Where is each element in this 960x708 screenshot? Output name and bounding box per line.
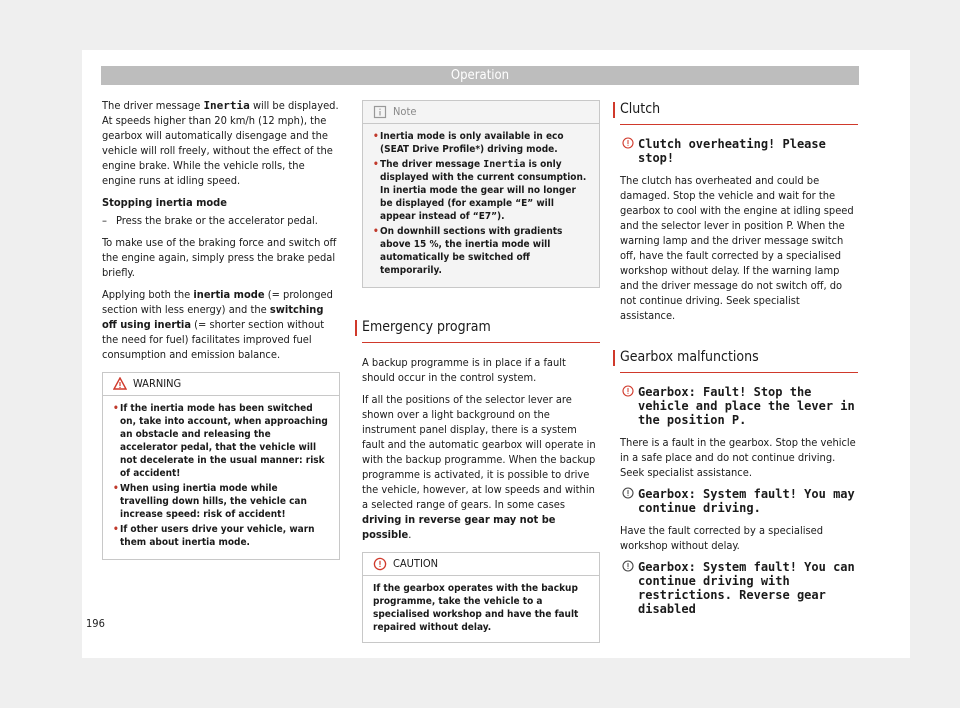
- clutch-heading: Clutch: [620, 100, 858, 125]
- warning-triangle-icon: [113, 377, 127, 391]
- warning-item: • If the inertia mode has been switched on, take into account, when approaching an obstacle and releasing the accelerator pedal, that the vehicle will not decelerate in the usual manner: risk of accident!: [113, 402, 329, 480]
- warning-light-icon: [622, 560, 634, 572]
- warning-light-icon: [622, 487, 634, 499]
- column-3: [620, 100, 858, 624]
- warning-item: • When using inertia mode while travelling down hills, the vehicle can increase speed: risk of accident!: [113, 482, 329, 521]
- clutch-text: The clutch has overheated and could be damaged. Stop the vehicle and wait for the gearbox to cool with the engine at idling speed and the selector lever in position P. When the warning lamp and the driver message switch off, have the fault corrected by a specialised workshop without delay. If the warning lamp and the driver message do not switch off, do not continue driving. Seek specialist assistance.: [620, 174, 854, 322]
- column-1: [102, 98, 340, 560]
- caution-box-body: [363, 576, 599, 642]
- note-info-icon: [373, 105, 387, 119]
- gearbox-malfunctions-heading: Gearbox malfunctions: [620, 348, 858, 373]
- caution-box-header: [363, 553, 599, 576]
- warning-light-icon: [622, 137, 634, 149]
- page-header: Operation: [101, 66, 859, 85]
- gearbox-fault-message: Gearbox: Fault! Stop the vehicle and place the lever in the position P.: [620, 385, 858, 427]
- stop-inertia-step: – Press the brake or the accelerator pedal.: [102, 213, 340, 228]
- stop-inertia-heading: Stopping inertia mode: [102, 196, 227, 209]
- warning-box-body: [103, 396, 339, 559]
- gearbox-fault-text: There is a fault in the gearbox. Stop the vehicle in a safe place and do not continue driving. Seek specialist assistance.: [620, 436, 856, 479]
- paragraph-backup: A backup programme is in place if a fault should occur in the control system.: [362, 356, 566, 384]
- note-item: • Inertia mode is only available in eco (SEAT Drive Profile*) driving mode.: [373, 130, 589, 156]
- paragraph-braking: To make use of the braking force and switch off the engine again, simply press the brake pedal briefly.: [102, 236, 337, 279]
- note-box: [362, 100, 600, 288]
- warning-box: [102, 372, 340, 560]
- gearbox-restrictions-message: Gearbox: System fault! You can continue driving with restrictions. Reverse gear disabled: [620, 560, 858, 616]
- note-box-body: [363, 124, 599, 287]
- warning-box-header: [103, 373, 339, 396]
- gearbox-system-fault-text: Have the fault corrected by a specialised workshop without delay.: [620, 524, 823, 552]
- note-item: • The driver message Inertia is only displayed with the current consumption. In inertia mode the gear will no longer be displayed (for example “E” will appear instead of “E7”).: [373, 158, 589, 223]
- caution-circle-icon: [373, 557, 387, 571]
- warning-light-icon: [622, 385, 634, 397]
- warning-label: WARNING: [133, 377, 182, 390]
- page-number: 196: [86, 617, 105, 630]
- emergency-program-heading: Emergency program: [362, 318, 600, 343]
- note-label: Note: [393, 105, 417, 118]
- paragraph-fuel: Applying both the inertia mode (= prolonged section with less energy) and the switching off using inertia (= shorter section without the need for fuel) facilitates improved fuel consumption and emission balance.: [102, 288, 333, 361]
- paragraph-inertia-intro: The driver message Inertia will be displayed. At speeds higher than 20 km/h (12 mph), the gearbox will automatically disengage and the vehicle will roll freely, without the effect of the engine brake. While the vehicle rolls, the engine runs at idling speed.: [102, 99, 339, 187]
- column-2: [362, 100, 600, 643]
- gearbox-system-fault-message: Gearbox: System fault! You may continue driving.: [620, 487, 858, 515]
- caution-text: If the gearbox operates with the backup programme, take the vehicle to a specialised workshop and have the fault repaired without delay.: [373, 583, 579, 633]
- note-box-header: [363, 101, 599, 124]
- clutch-message: Clutch overheating! Please stop!: [620, 137, 858, 165]
- warning-item: • If other users drive your vehicle, warn them about inertia mode.: [113, 523, 329, 549]
- caution-box: [362, 552, 600, 643]
- caution-label: CAUTION: [393, 557, 439, 570]
- paragraph-backup-detail: If all the positions of the selector lever are shown over a light background on the instrument panel display, there is a system fault and the automatic gearbox will operate in with the backup programme. When the backup programme is activated, it is possible to drive the vehicle, however, at low speeds and within a selected range of gears. In some cases driving in reverse gear may not be possible.: [362, 393, 596, 541]
- note-item: • On downhill sections with gradients above 15 %, the inertia mode will automatically be switched off temporarily.: [373, 225, 589, 277]
